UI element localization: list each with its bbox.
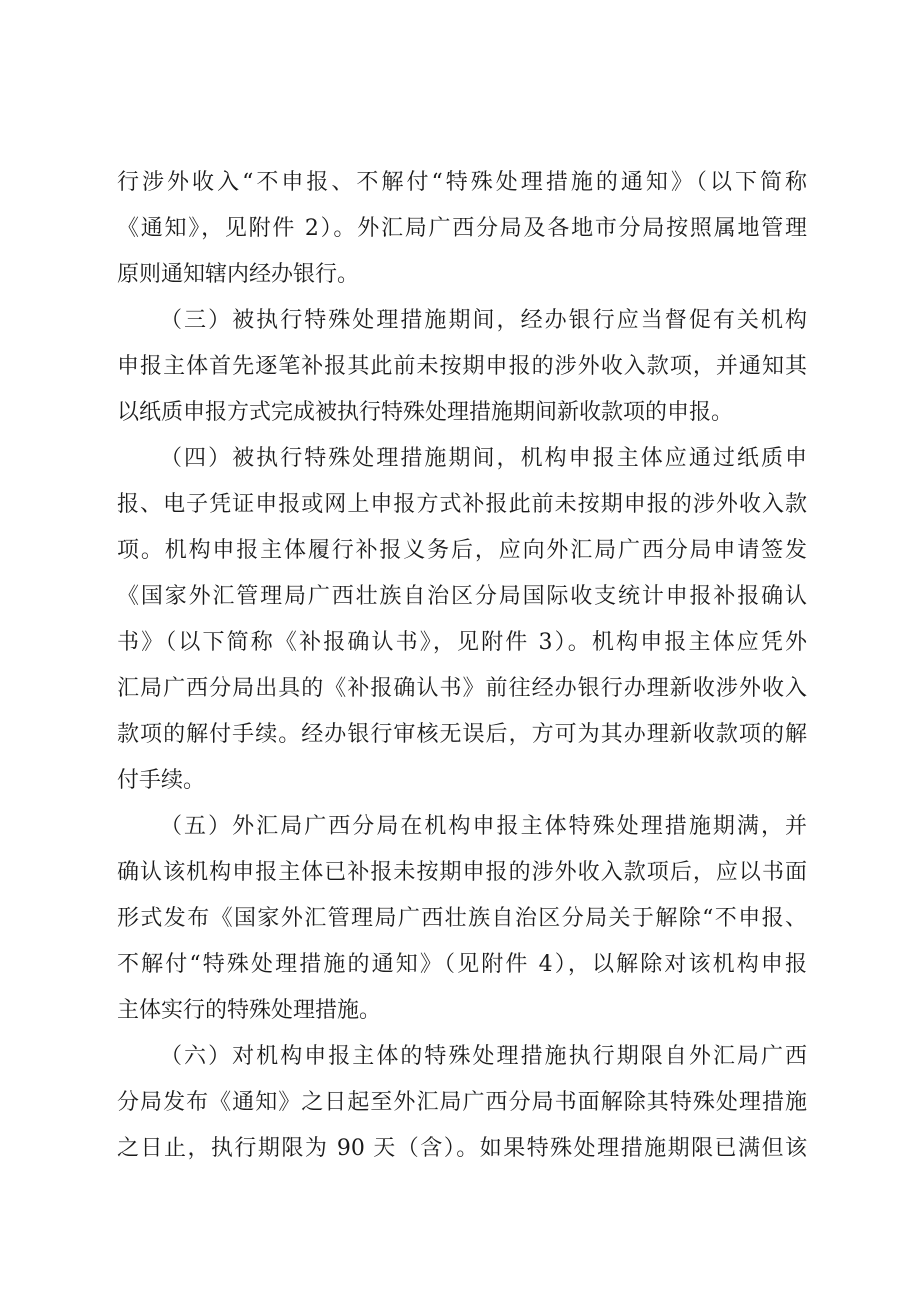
- text-line: 付手续。: [117, 768, 206, 793]
- text-line: 形式发布《国家外汇管理局广西壮族自治区分局关于解除“不申报、: [117, 906, 807, 931]
- text-line: 款项的解付手续。经办银行审核无误后，方可为其办理新收款项的解: [117, 722, 807, 747]
- text-line: 分局发布《通知》之日起至外汇局广西分局书面解除其特殊处理措施: [117, 1090, 807, 1115]
- text-line: 报、电子凭证申报或网上申报方式补报此前未按期申报的涉外收入款: [117, 492, 807, 517]
- text-line: 项。机构申报主体履行补报义务后，应向外汇局广西分局申请签发: [117, 538, 807, 563]
- paragraph-start-line: （三）被执行特殊处理措施期间，经办银行应当督促有关机构: [160, 308, 807, 333]
- paragraph-start-line: （四）被执行特殊处理措施期间，机构申报主体应通过纸质申: [160, 446, 807, 471]
- paragraph-start-line: （五）外汇局广西分局在机构申报主体特殊处理措施期满，并: [160, 814, 807, 839]
- text-line: 之日止，执行期限为 90 天（含）。如果特殊处理措施期限已满但该: [117, 1136, 807, 1161]
- text-line: 以纸质申报方式完成被执行特殊处理措施期间新收款项的申报。: [117, 400, 734, 425]
- text-line: 原则通知辖内经办银行。: [117, 262, 360, 287]
- text-line: 汇局广西分局出具的《补报确认书》前往经办银行办理新收涉外收入: [117, 676, 807, 701]
- text-line: 申报主体首先逐笔补报其此前未按期申报的涉外收入款项，并通知其: [117, 354, 807, 379]
- text-line: 书》（以下简称《补报确认书》，见附件 3）。机构申报主体应凭外: [117, 630, 807, 655]
- paragraph-start-line: （六）对机构申报主体的特殊处理措施执行期限自外汇局广西: [160, 1044, 807, 1069]
- text-line: 《通知》，见附件 2）。外汇局广西分局及各地市分局按照属地管理: [117, 216, 807, 241]
- text-line: 主体实行的特殊处理措施。: [117, 998, 382, 1023]
- text-line: 行涉外收入“不申报、不解付“特殊处理措施的通知》（以下简称: [117, 170, 807, 195]
- text-line: 确认该机构申报主体已补报未按期申报的涉外收入款项后，应以书面: [117, 860, 807, 885]
- text-line: 《国家外汇管理局广西壮族自治区分局国际收支统计申报补报确认: [117, 584, 807, 609]
- text-line: 不解付“特殊处理措施的通知》（见附件 4），以解除对该机构申报: [117, 952, 807, 977]
